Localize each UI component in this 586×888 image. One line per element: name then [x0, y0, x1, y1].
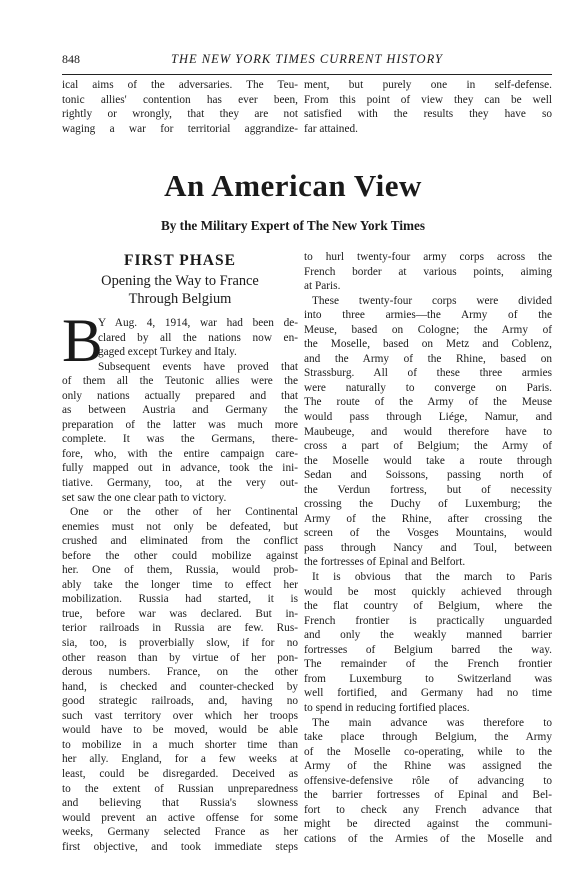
- article-column-left: [62, 316, 298, 854]
- section-subtitle-line-1: Opening the Way to France: [101, 273, 259, 289]
- text-line: other reason than by virtue of her pon-: [62, 651, 298, 664]
- text-line: cross a part of Belgium; the Army of: [304, 440, 552, 453]
- text-line: complete. It was the Germans, there-: [62, 433, 298, 446]
- text-line: Strassburg. All of these three armies: [304, 367, 552, 380]
- text-line: preparation of the latter was much more: [62, 418, 298, 431]
- article-column-right: [304, 250, 552, 846]
- text-line: It is obvious that the march to Paris: [312, 571, 552, 584]
- text-line: the Verdun fortress, but of necessity: [304, 483, 552, 496]
- text-line: The remainder of the French frontier: [304, 658, 552, 671]
- text-line: first objective, and took immediate steps: [62, 840, 298, 853]
- text-line: good strategic railroads, and, having no: [62, 695, 298, 708]
- text-line: from Luxemburg to Switzerland was: [304, 672, 552, 685]
- text-line: of them all the Teutonic allies were the: [62, 375, 298, 388]
- text-line: Subsequent events have proved that: [98, 360, 298, 373]
- text-line: hand, is checked and counter-checked by: [62, 680, 298, 693]
- text-line: Maubeuge, and would therefore have to: [304, 425, 552, 438]
- text-line: and only the weakly manned barrier: [304, 629, 552, 642]
- text-line: the Moselle, based on Metz and Coblenz,: [304, 338, 552, 351]
- text-line: pass through Nancy and Toul, between: [304, 541, 552, 554]
- text-line: would be most quickly achieved through: [304, 585, 552, 598]
- page-header: [62, 52, 552, 70]
- text-line: tonic allies' contention has ever been,: [62, 93, 298, 106]
- text-line: fort to check any French advance that: [304, 803, 552, 816]
- text-line: such vast territory over which her troops: [62, 709, 298, 722]
- text-line: mobilization. Russia had started, it is: [62, 593, 298, 606]
- text-line: her. One of them, Russia, would prob-: [62, 564, 298, 577]
- text-line: as between Austria and Germany the: [62, 404, 298, 417]
- text-line: derous numbers. France, on the other: [62, 666, 298, 679]
- article-byline: By the Military Expert of The New York Times: [161, 218, 425, 233]
- section-subtitle-line-2: Through Belgium: [128, 291, 232, 307]
- page-number: 848: [62, 52, 80, 66]
- text-line: cations of the Armies of the Moselle and: [304, 832, 552, 845]
- text-line: might be directed against the communi-: [304, 818, 552, 831]
- text-line: waging a war for territorial aggrandize-: [62, 122, 298, 135]
- text-line: One or the other of her Continental: [70, 506, 298, 519]
- text-line: only nations actually prepared and that: [62, 389, 298, 402]
- section-title: FIRST PHASE: [124, 252, 236, 269]
- text-line: to hurl twenty-four army corps across the: [304, 251, 552, 263]
- text-line: were naturally to converge on Paris.: [304, 381, 552, 394]
- text-line: true, before war was declared. But in-: [62, 607, 298, 620]
- text-line: would have to be moved, would be able: [62, 724, 298, 737]
- continued-column-left: [62, 78, 298, 136]
- text-line: These twenty-four corps were divided: [312, 294, 552, 307]
- text-line: the flat country of Belgium, where the: [304, 600, 552, 613]
- text-line: far attained.: [304, 122, 358, 135]
- text-line: ical aims of the adversaries. The Teu-: [62, 79, 298, 91]
- text-line: French border at various points, aiming: [304, 265, 552, 278]
- text-line: screen of the Vosges Mountains, would: [304, 527, 552, 540]
- article-title: An American View: [164, 168, 422, 203]
- text-line: clared by all the nations now en-: [98, 331, 298, 344]
- text-line: Y Aug. 4, 1914, war had been de-: [98, 317, 298, 329]
- text-line: offensive-defensive rôle of advancing to: [304, 774, 552, 787]
- text-line: and believing that Russia's slowness: [62, 797, 298, 810]
- continued-column-right: [304, 78, 552, 136]
- text-line: of the Moselle co-operating, while to the: [304, 745, 552, 758]
- text-line: her ally. England, for a few weeks at: [62, 753, 298, 766]
- text-line: Sedan and Soissons, passing north of: [304, 469, 552, 482]
- text-line: crushed and eliminated from the conflict: [62, 535, 298, 548]
- text-line: to mobilize in a much shorter time than: [62, 738, 298, 751]
- text-line: at Paris.: [304, 280, 341, 293]
- header-rule: [62, 74, 552, 75]
- text-line: well fortified, and Germany had no time: [304, 687, 552, 700]
- text-line: to the extent of Russian unpreparedness: [62, 782, 298, 795]
- text-line: gaged except Turkey and Italy.: [98, 346, 237, 359]
- text-line: The main advance was therefore to: [312, 716, 552, 729]
- text-line: fortresses of Belgium barred the way.: [304, 643, 552, 656]
- text-line: fore, who, with the entire campaign care-: [62, 447, 298, 460]
- text-line: ably take the longer time to effect her: [62, 578, 298, 591]
- text-line: The route of the Army of the Meuse: [304, 396, 552, 409]
- text-line: least, could be disregarded. Deceived as: [62, 767, 298, 780]
- text-line: French frontier is practically unguarded: [304, 614, 552, 627]
- text-line: weeks, Germany selected France as her: [62, 826, 298, 839]
- text-line: the fortresses of Epinal and Belfort.: [304, 556, 466, 569]
- text-line: sia, too, is proverbially slow, if for no: [62, 637, 298, 650]
- drop-cap: B: [62, 308, 103, 375]
- text-line: Meuse, based on Cologne; the Army of: [304, 323, 552, 336]
- text-line: ment, but purely one in self-defense.: [304, 79, 552, 91]
- text-line: tiative. Germany, too, at the very out-: [62, 477, 298, 490]
- text-line: the barrier fortresses of Epinal and Bel-: [304, 789, 552, 802]
- text-line: would prevent an active offense for some: [62, 811, 298, 824]
- text-line: From this point of view they can be well: [304, 93, 552, 106]
- text-line: terior railroads in Russia are few. Rus-: [62, 622, 298, 635]
- text-line: to spend in reducing fortified places.: [304, 701, 470, 714]
- text-line: and the Army of the Rhine, based on: [304, 352, 552, 365]
- text-line: satisfied with the results they have so: [304, 108, 552, 121]
- text-line: rightly or wrongly, that they are not: [62, 108, 298, 121]
- text-line: would pass through Liége, Namur, and: [304, 411, 552, 424]
- text-line: Army of the Rhine, after crossing the: [304, 512, 552, 525]
- text-line: take place through Belgium, the Army: [304, 731, 552, 744]
- text-line: the Moselle would take a route through: [304, 454, 552, 467]
- text-line: enemies must not only be defeated, but: [62, 520, 298, 533]
- text-line: before the other could mobilize against: [62, 549, 298, 562]
- text-line: set saw the one clear path to victory.: [62, 491, 227, 504]
- running-head: THE NEW YORK TIMES CURRENT HISTORY: [171, 52, 443, 66]
- text-line: crossing the Duchy of Luxemburg; the: [304, 498, 552, 511]
- text-line: fully mapped out in advance, took the ini-: [62, 462, 298, 475]
- text-line: into three armies—the Army of the: [304, 309, 552, 322]
- text-line: Army of the Rhine was assigned the: [304, 760, 552, 773]
